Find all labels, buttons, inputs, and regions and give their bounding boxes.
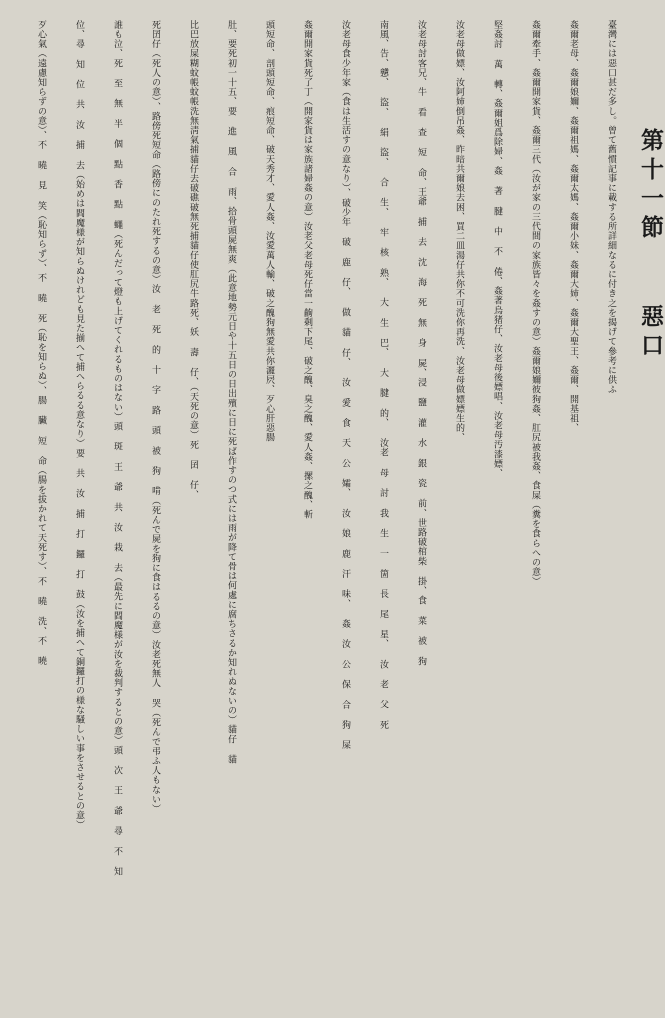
text-column-1: 臺灣には惡口甚だ多し。曾て舊慣記事に載する所詳細なるに付き之を揭げて參考に供ふ [606,20,616,395]
text-column-10: 頭短命、剖頭短命、痕短命、破天秀才、愛人姦、汝愛萬人輸、破之醜狗無愛共你灑屄、歹心肝惡腸 [264,20,274,443]
text-column-3: 姦爾牽手、姦爾開家貨、姦爾三代（汝が家の三代間の家族皆々を姦すの意）姦爾娘嬭彼狗姦、肛尻被我姦、食屎（糞を食らへの意） [530,20,540,587]
text-column-8: 汝老母食少年家（食は生活すの意なり）、破少年 破 鹿 仔、 做 貓 仔、 汝 愛 食 天 公 孀、 汝 娘 鹿 汗 味、 姦 汝 公 保 合 狗 屎 [340,20,350,750]
section-number: 第十一節 [637,128,663,244]
text-column-7: 南風、告、戇、 盜、 絹 盜、 合 生、 牢 核 熟、 大 生 巴、 大 腱 的、 汝老 母 討 我 生 一 箇 長 尾 星、 汝 老 父 死 [378,20,388,730]
text-column-14: 誰も泣、死 至 無 半 個 點 香 點 蠅（死んだって燈も上げてくれるものはない）頭 斑 王 爺 共 汝 栽 去（最先に閻魔様が汝を裁判するとの意）頭 次 王 爺 尋 不 知 [112,20,122,877]
text-column-9: 姦爾開家貨死了丁（開家貨は家族諸婦姦の意）汝老父老母死仔當一齣剩下尾、破之醜、臭之醜、愛人姦、摞之醜、斬 [302,20,312,520]
text-column-15: 位、尋 知 位 共 汝 捕 去（始めは閻魔様が知らぬけれども見た揃へて捕へらるる意なり）要 共 汝 捕 打 鑼 打 鼓（汝を捕へて銅鑼打の様な騒しい事をさせるとの意） [74,20,84,830]
text-column-5: 汝老母做嫖、汝阿姉倒吊姦、昨暗共爾娘去困、買二皿湯仔共你不可洗你再洗、汝老母做嫖嫖生的、 [454,20,464,443]
text-column-6: 汝老母討客兄、牛 看 查 短 命、王爺 捕 去 沈 海 死 無 身 屍、浸 鹽 灌 水 銀 瓷 前、世路破棺柴 掛、食 菜 被 狗 [416,20,426,666]
section-heading [617,128,661,1018]
text-column-4: 堅姦討 萬 轉、姦爾姐爲除婦、姦 著 腱 中 不 倦、姦著烏猪仔、汝老母後嫖唱、汝老母汚漆嫖、 [492,20,502,479]
text-column-16: 歹心氣（遠慮知らずの意）、不 曉 見 笑（恥知らず）、不 曉 死（恥を知らぬ）、腸 臟 短 命（腸を拔かれて天死す）、不 曉 洗、不 曉 [36,20,46,666]
text-column-11: 肚、要死初一十五、要 進 風 合 雨、拾骨頭屍無爽（此意地勢元日や十五日の日出殯に日に死ば作すのつ式には雨が降て骨は何處に腐ちさるか知れぬないの）貓仔 貓 [226,20,236,765]
text-column-12: 比巴放屎糊蚊帳蚊帳洗無淸氣捕貓仔去破礁破無死捕貓仔使肛尻牛路死、妖 壽 仔、（天死の意）死 囝 仔、 [188,20,198,500]
text-column-2: 姦爾老母、姦爾娘嬭、姦爾祖媽、姦爾太媽、姦爾小妹、姦爾大姉、姦爾大聖王、姦爾、開基祖、 [568,20,578,433]
section-title: 惡口 [637,304,663,362]
text-column-13: 死囝仔（死人の意）、路傍死短命（路傍にのたれ死するの意）汝 老 死 的 十 字 路 頭 被 狗 啃（死んで屍を狗に食はるるの意）汝老死無人 哭（死んで弔ふ人もない） [150,20,160,814]
